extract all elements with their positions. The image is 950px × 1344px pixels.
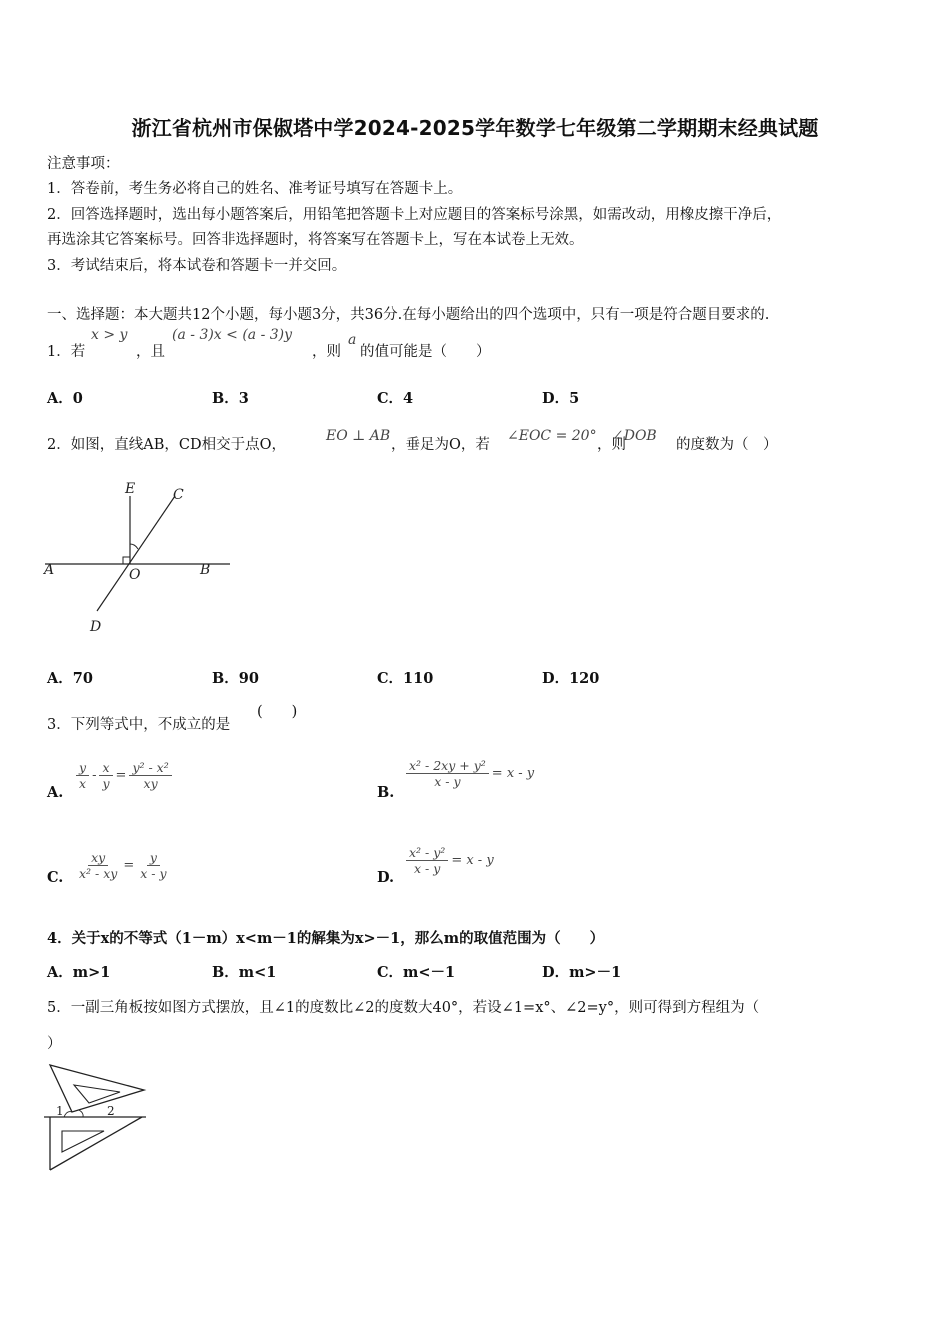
q2-label-o: O (129, 567, 141, 583)
q3-option-c-label[interactable]: C. (47, 869, 64, 886)
q2-option-c[interactable]: C．110 (377, 670, 434, 687)
q2-math-3: ∠DOB (612, 428, 657, 444)
notice-item-3: 3．考试结束后，将本试卷和答题卡一并交回。 (47, 258, 347, 274)
section-1-heading: 一、选择题：本大题共12个小题，每小题3分，共36分.在每小题给出的四个选项中，只有一项是符合题目要求的. (47, 307, 770, 323)
q3b-fraction: $\frac{\text{x² - 2xy + y²}}{x - y}$ (406, 758, 489, 789)
q2-math-1: EO ⊥ AB (326, 428, 391, 444)
q4-option-c[interactable]: C．m<－1 (377, 964, 456, 981)
q1-option-b[interactable]: B．3 (212, 390, 249, 407)
q3-text: 3．下列等式中，不成立的是 (47, 717, 231, 733)
q4-option-b[interactable]: B．m<1 (212, 964, 277, 981)
q3-option-c-formula[interactable]: $\frac{xy}{\text{x² - xy}}$ = $\frac{y}{x - y}$ (76, 850, 170, 881)
q3-option-b-formula[interactable]: $\frac{\text{x² - 2xy + y²}}{x - y}$ = x - y (406, 758, 534, 789)
q3c-fraction-1: $\frac{xy}{\text{x² - xy}}$ (79, 850, 118, 881)
q5-angle-2-label: 2 (107, 1104, 115, 1118)
notice-item-2a: 2．回答选择题时，选出每小题答案后，用铅笔把答题卡上对应题目的答案标号涂黑，如需改动，用橡皮擦干净后， (47, 207, 782, 223)
q1-number: 1．若 (47, 344, 86, 360)
q2-option-b[interactable]: B．90 (212, 670, 259, 687)
q2-label-c: C (173, 487, 184, 503)
page-title: 浙江省杭州市保俶塔中学2024-2025学年数学七年级第二学期期末经典试题 (131, 116, 819, 140)
q5-triangle-rulers-figure (42, 1060, 152, 1175)
q1-option-d[interactable]: D．5 (542, 390, 580, 407)
q2-label-b: B (200, 562, 211, 578)
q2-label-a: A (44, 562, 55, 578)
q3-option-a-formula[interactable]: $\frac{y}{x}$ - $\frac{x}{y}$ = $\frac{\text{y² - x²}}{xy}$ (76, 760, 172, 791)
q3-option-a-label[interactable]: A. (47, 784, 64, 801)
notice-item-2b: 再选涂其它答案标号。回答非选择题时，将答案写在答题卡上，写在本试卷上无效。 (47, 232, 584, 248)
q2-text-4: 的度数为（ ） (676, 437, 778, 453)
q2-label-d: D (90, 619, 102, 635)
q1-math-2: (a - 3)x < (a - 3)y (172, 327, 293, 343)
q1-option-c[interactable]: C．4 (377, 390, 414, 407)
q2-text-3: ，则 (597, 437, 626, 453)
q2-option-a[interactable]: A．70 (47, 670, 93, 687)
notice-item-1: 1．答卷前，考生务必将自己的姓名、准考证号填写在答题卡上。 (47, 181, 463, 197)
q5-close-paren: ） (47, 1036, 62, 1052)
q4-option-a[interactable]: A．m>1 (47, 964, 111, 981)
q2-option-d[interactable]: D．120 (542, 670, 600, 687)
q3c-fraction-2: $\frac{y}{x - y}$ (140, 850, 167, 881)
q2-math-2: ∠EOC = 20° (507, 428, 597, 444)
notice-heading: 注意事项： (47, 156, 120, 172)
q5-angle-1-label: 1 (56, 1104, 64, 1118)
q2-label-e: E (125, 481, 136, 497)
q2-text-1: 2．如图，直线AB，CD相交于点O， (47, 437, 286, 453)
q1-text-2: ，且 (136, 344, 165, 360)
q3a-fraction-2: $\frac{x}{y}$ (99, 760, 112, 791)
q3d-fraction: $\frac{\text{x² - y²}}{x - y}$ (406, 845, 448, 876)
q1-math-3: a (348, 332, 357, 348)
q3-option-b-label[interactable]: B. (377, 784, 395, 801)
q3-option-d-label[interactable]: D. (377, 869, 395, 886)
q1-text-3: ，则 (312, 344, 341, 360)
q5-text: 5．一副三角板按如图方式摆放，且∠1的度数比∠2的度数大40°，若设∠1=x°、∠2=y°，则可得到方程组为（ (47, 1000, 760, 1016)
q2-intersecting-lines-figure (40, 478, 230, 640)
q4-text: 4．关于x的不等式（1－m）x<m－1的解集为x>－1，那么m的取值范围为（ ） (47, 930, 605, 947)
q1-option-a[interactable]: A．0 (47, 390, 83, 407)
q2-text-2: ，垂足为O，若 (391, 437, 490, 453)
q3-paren: ( ) (257, 704, 298, 720)
q1-math-1: x > y (91, 327, 128, 343)
q3-option-d-formula[interactable]: $\frac{\text{x² - y²}}{x - y}$ = x - y (406, 845, 494, 876)
q4-option-d[interactable]: D．m>－1 (542, 964, 622, 981)
q3a-fraction-1: $\frac{y}{x}$ (76, 760, 89, 791)
q3a-fraction-3: $\frac{\text{y² - x²}}{xy}$ (129, 760, 171, 791)
q1-text-4: 的值可能是（ ） (360, 344, 491, 360)
